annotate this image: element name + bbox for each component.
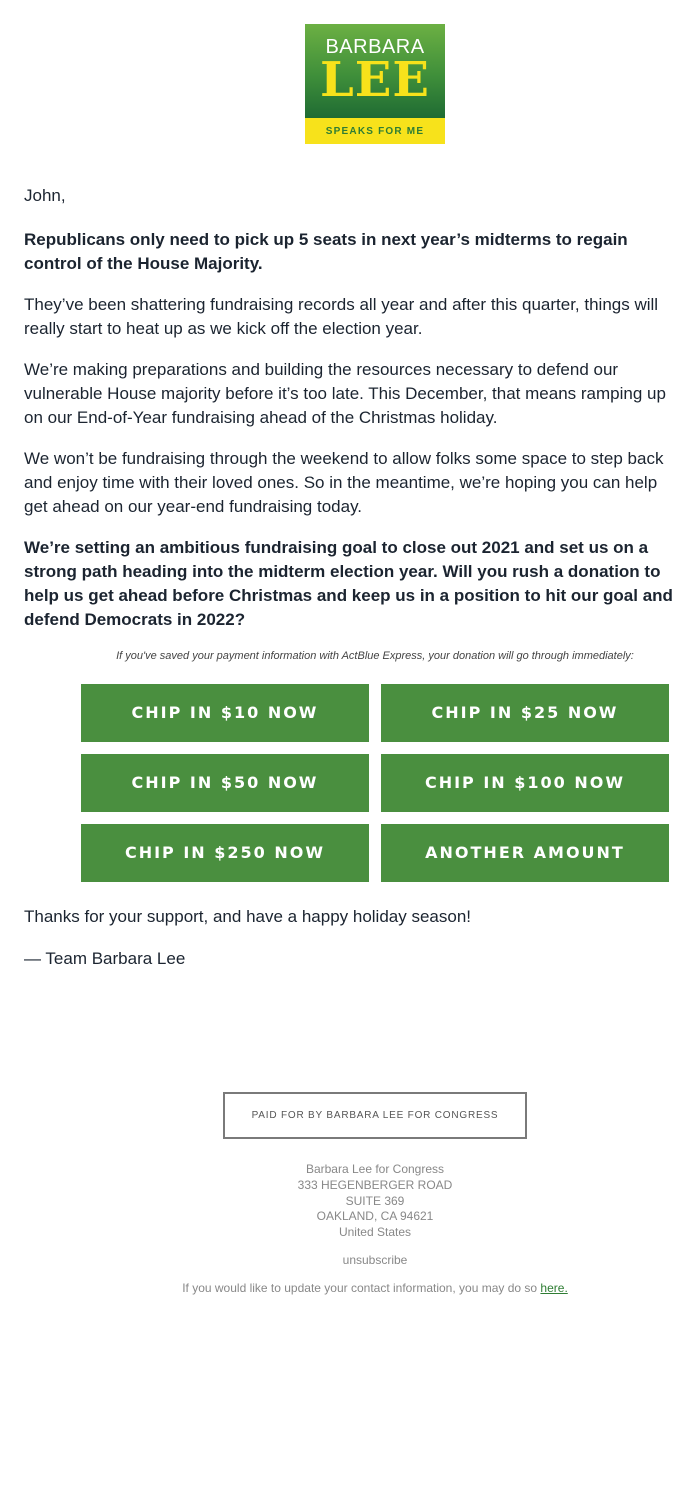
update-contact-line [0, 1281, 700, 1295]
salutation: John, [24, 186, 66, 205]
body-paragraph: We’re making preparations and building the resources necessary to defend our vulnerable House majority before it’s too late. This December, that means ramping up on our End-of-Year fundraising ahead of the Christmas holiday. [24, 360, 666, 427]
ask-paragraph: We’re setting an ambitious fundraising goal to close out 2021 and set us on a strong path heading into the midterm election year. Will you rush a donation to help us get ahead before Christmas and keep us in a position to hit our goal and defend Democrats in 2022? [24, 538, 673, 629]
donate-10-button[interactable]: CHIP IN $10 NOW [81, 684, 369, 742]
unsubscribe-link[interactable]: unsubscribe [342, 1253, 408, 1267]
mailing-address [0, 1162, 700, 1241]
brand-logo [305, 24, 445, 144]
donate-250-button[interactable]: CHIP IN $250 NOW [81, 824, 369, 882]
logo-first-name: BARBARA [325, 36, 425, 58]
thanks-line: Thanks for your support, and have a happy holiday season! [24, 907, 472, 926]
address-line: OAKLAND, CA 94621 [316, 1209, 434, 1224]
address-line: 333 HEGENBERGER ROAD [297, 1177, 453, 1192]
update-contact-link[interactable]: here. [540, 1281, 568, 1295]
donate-100-button[interactable]: CHIP IN $100 NOW [381, 754, 669, 812]
body-paragraph: They’ve been shattering fundraising records all year and after this quarter, things will really start to heat up as we kick off the election year. [24, 295, 659, 338]
signature: — Team Barbara Lee [24, 949, 186, 968]
address-line: SUITE 369 [345, 1193, 405, 1208]
update-contact-text: If you would like to update your contact information, you may do so [182, 1281, 538, 1295]
logo-name-block [305, 24, 445, 118]
logo-tagline: SPEAKS FOR ME [305, 118, 445, 144]
headline-paragraph: Republicans only need to pick up 5 seats in next year’s midterms to regain control of the House Majority. [24, 230, 628, 273]
logo-last-name: LEE [320, 52, 430, 108]
donate-other-amount-button[interactable]: ANOTHER AMOUNT [381, 824, 669, 882]
address-line: Barbara Lee for Congress [305, 1162, 445, 1176]
address-line: United States [338, 1225, 412, 1240]
donate-50-button[interactable]: CHIP IN $50 NOW [81, 754, 369, 812]
donate-25-button[interactable]: CHIP IN $25 NOW [381, 684, 669, 742]
email-body [24, 184, 700, 649]
actblue-express-note: If you've saved your payment information with ActBlue Express, your donation will go through immediately: [116, 650, 634, 662]
paid-for-disclaimer: PAID FOR BY BARBARA LEE FOR CONGRESS [223, 1092, 527, 1139]
body-paragraph: We won’t be fundraising through the weekend to allow folks some space to step back and enjoy time with their loved ones. So in the meantime, we’re hoping you can help get ahead on our year-end fundraising today. [24, 449, 664, 516]
